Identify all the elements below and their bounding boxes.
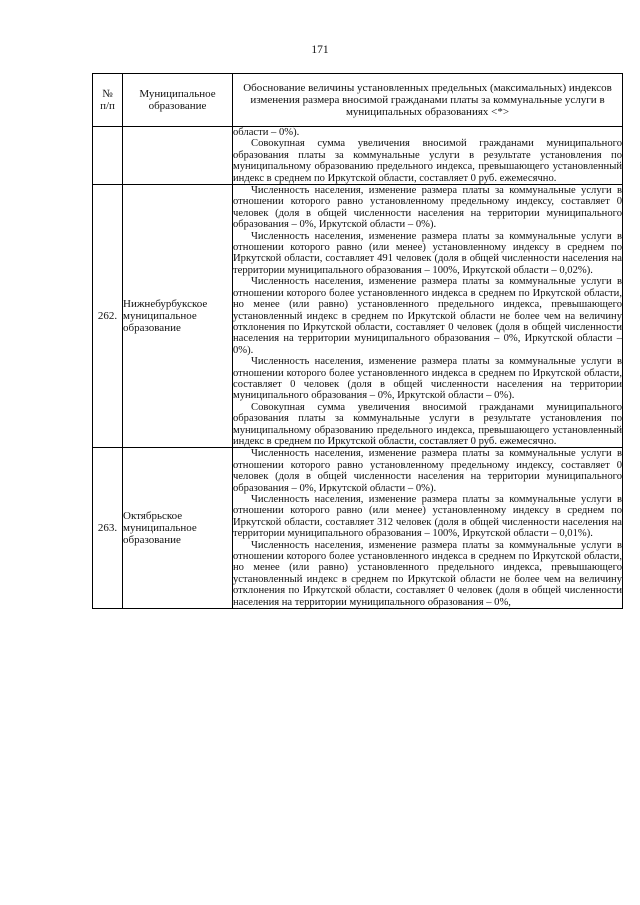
justification-paragraph: Численность населения, изменение размера платы за коммунальные услуги в отношении которого более установленного индекса в среднем по Иркутской области, составляет 0 человек (доля в общей численности населения на территории муниципального образования – 0%, Иркутской области – 0%). [233, 356, 622, 402]
header-municipality: Муниципальное образование [123, 74, 233, 127]
justification-paragraph: области – 0%). [233, 127, 300, 138]
header-number-symbol: № [102, 88, 113, 100]
table-row [93, 448, 623, 609]
justification-text [233, 127, 623, 185]
tariff-justification-table [92, 73, 623, 609]
header-number [93, 74, 123, 127]
justification-text [233, 185, 623, 448]
justification-paragraph: Совокупная сумма увеличения вносимой гражданами муниципального образования платы за коммунальные услуги в результате установления по муниципальному образованию предельного индекса, превышающего установленный индекс в среднем по Иркутской области, составляет 0 руб. ежемесячно. [233, 401, 622, 447]
row-number [93, 127, 123, 185]
page-number: 171 [311, 44, 329, 56]
municipality-name: Нижнебурбукское муниципальное образование [123, 185, 233, 448]
table-row [93, 185, 623, 448]
justification-paragraph: Совокупная сумма увеличения вносимой гражданами муниципального образования платы за коммунальные услуги в результате установления по муниципальному образованию предельного индекса, превышающего установленный индекс в среднем по Иркутской области, составляет 0 руб. ежемесячно. [233, 138, 622, 184]
row-number: 263. [93, 448, 123, 609]
row-number: 262. [93, 185, 123, 448]
header-number-abbr: п/п [100, 100, 115, 112]
header-justification: Обоснование величины установленных предельных (максимальных) индексов изменения размера вносимой гражданами платы за коммунальные услуги в муниципальных образованиях <*> [233, 74, 623, 127]
justification-paragraph: Численность населения, изменение размера платы за коммунальные услуги в отношении которого равно установленному предельному индексу, составляет 0 человек (доля в общей численности населения на территории муниципального образования – 0%, Иркутской области – 0%). [233, 185, 622, 231]
municipality-name [123, 127, 233, 185]
justification-paragraph: Численность населения, изменение размера платы за коммунальные услуги в отношении которого равно (или менее) установленному индексу в среднем по Иркутской области, составляет 312 человек (доля в общей численности населения на территории муниципального образования – 100%, Иркутской области – 0,01%). [233, 494, 622, 540]
justification-text [233, 448, 623, 609]
justification-paragraph: Численность населения, изменение размера платы за коммунальные услуги в отношении которого более установленного индекса в среднем по Иркутской области, но менее (или равно) установленного предельного индекса, превышающего установленный индекс в среднем по Иркутской области не более чем на величину отклонения по Иркутской области, составляет 0 человек (доля в общей численности населения на территории муниципального образования – 0%, [233, 539, 622, 608]
municipality-name: Октябрьское муниципальное образование [123, 448, 233, 609]
justification-paragraph: Численность населения, изменение размера платы за коммунальные услуги в отношении которого равно установленному предельному индексу, составляет 0 человек (доля в общей численности населения на территории муниципального образования – 0%, Иркутской области – 0%). [233, 448, 622, 494]
table-row [93, 127, 623, 185]
justification-paragraph: Численность населения, изменение размера платы за коммунальные услуги в отношении которого более установленного индекса в среднем по Иркутской области, но менее (или равно) установленного предельного индекса, превышающего установленный индекс в среднем по Иркутской области не более чем на величину отклонения по Иркутской области, составляет 0 человек (доля в общей численности населения на территории муниципального образования – 0%, Иркутской области – 0%). [233, 276, 622, 356]
justification-paragraph: Численность населения, изменение размера платы за коммунальные услуги в отношении которого равно (или менее) установленному индексу в среднем по Иркутской области, составляет 491 человек (доля в общей численности населения на территории муниципального образования – 100%, Иркутской области – 0,02%). [233, 230, 622, 276]
table-header-row [93, 74, 623, 127]
